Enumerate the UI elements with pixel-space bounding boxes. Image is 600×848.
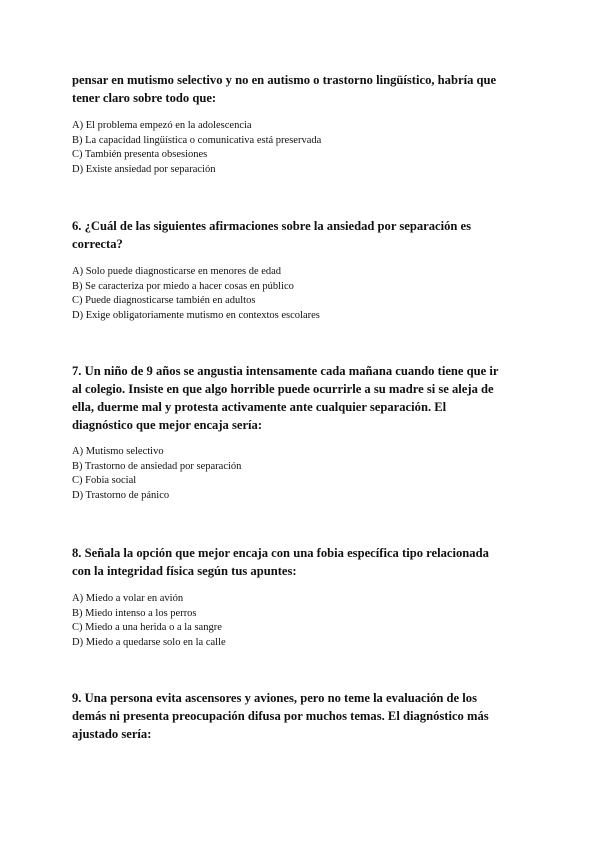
option-c: C) Fobia social	[72, 475, 137, 487]
question-line: con la integridad física según tus apuntes:	[72, 564, 297, 578]
question-line: correcta?	[72, 237, 123, 251]
question-6-block	[72, 217, 532, 323]
answer-options	[72, 592, 532, 650]
question-9-block	[72, 689, 532, 743]
option-d: D) Existe ansiedad por separación	[72, 163, 216, 175]
option-b: B) La capacidad lingüística o comunicativa está preservada	[72, 134, 322, 146]
option-a: A) El problema empezó en la adolescencia	[72, 120, 252, 131]
question-text	[72, 544, 532, 580]
option-a: A) Mutismo selectivo	[72, 446, 164, 457]
question-line: al colegio. Insiste en que algo horrible puede ocurrirle a su madre si se aleja de	[72, 382, 494, 396]
question-7-block	[72, 362, 532, 503]
question-text	[72, 689, 532, 743]
answer-options	[72, 119, 532, 177]
question-line: 8. Señala la opción que mejor encaja con una fobia específica tipo relacionada	[72, 546, 489, 560]
question-5-block	[72, 71, 532, 177]
answer-options	[72, 445, 532, 503]
option-b: B) Se caracteriza por miedo a hacer cosas en público	[72, 280, 294, 292]
question-line: demás ni presenta preocupación difusa por muchos temas. El diagnóstico más	[72, 709, 489, 723]
question-8-block	[72, 544, 532, 650]
question-line: tener claro sobre todo que:	[72, 91, 217, 105]
option-c: C) También presenta obsesiones	[72, 149, 208, 161]
option-a: A) Miedo a volar en avión	[72, 593, 184, 604]
question-line: ella, duerme mal y protesta activamente ante cualquier separación. El	[72, 400, 447, 414]
option-c: C) Miedo a una herida o a la sangre	[72, 622, 222, 634]
question-line: 9. Una persona evita ascensores y aviones, pero no teme la evaluación de los	[72, 691, 477, 705]
question-line: pensar en mutismo selectivo y no en autismo o trastorno lingüístico, habría que	[72, 73, 497, 87]
question-text	[72, 362, 532, 434]
option-a: A) Solo puede diagnosticarse en menores de edad	[72, 266, 282, 277]
question-line: ajustado sería:	[72, 727, 152, 741]
option-c: C) Puede diagnosticarse también en adultos	[72, 295, 256, 307]
option-d: D) Trastorno de pánico	[72, 489, 170, 501]
question-line: 6. ¿Cuál de las siguientes afirmaciones sobre la ansiedad por separación es	[72, 219, 472, 233]
question-text	[72, 71, 532, 107]
option-b: B) Miedo intenso a los perros	[72, 607, 197, 619]
answer-options	[72, 265, 532, 323]
question-text	[72, 217, 532, 253]
option-d: D) Miedo a quedarse solo en la calle	[72, 636, 226, 648]
question-line: 7. Un niño de 9 años se angustia intensamente cada mañana cuando tiene que ir	[72, 364, 499, 378]
option-d: D) Exige obligatoriamente mutismo en contextos escolares	[72, 309, 320, 321]
option-b: B) Trastorno de ansiedad por separación	[72, 460, 242, 472]
question-line: diagnóstico que mejor encaja sería:	[72, 418, 263, 432]
